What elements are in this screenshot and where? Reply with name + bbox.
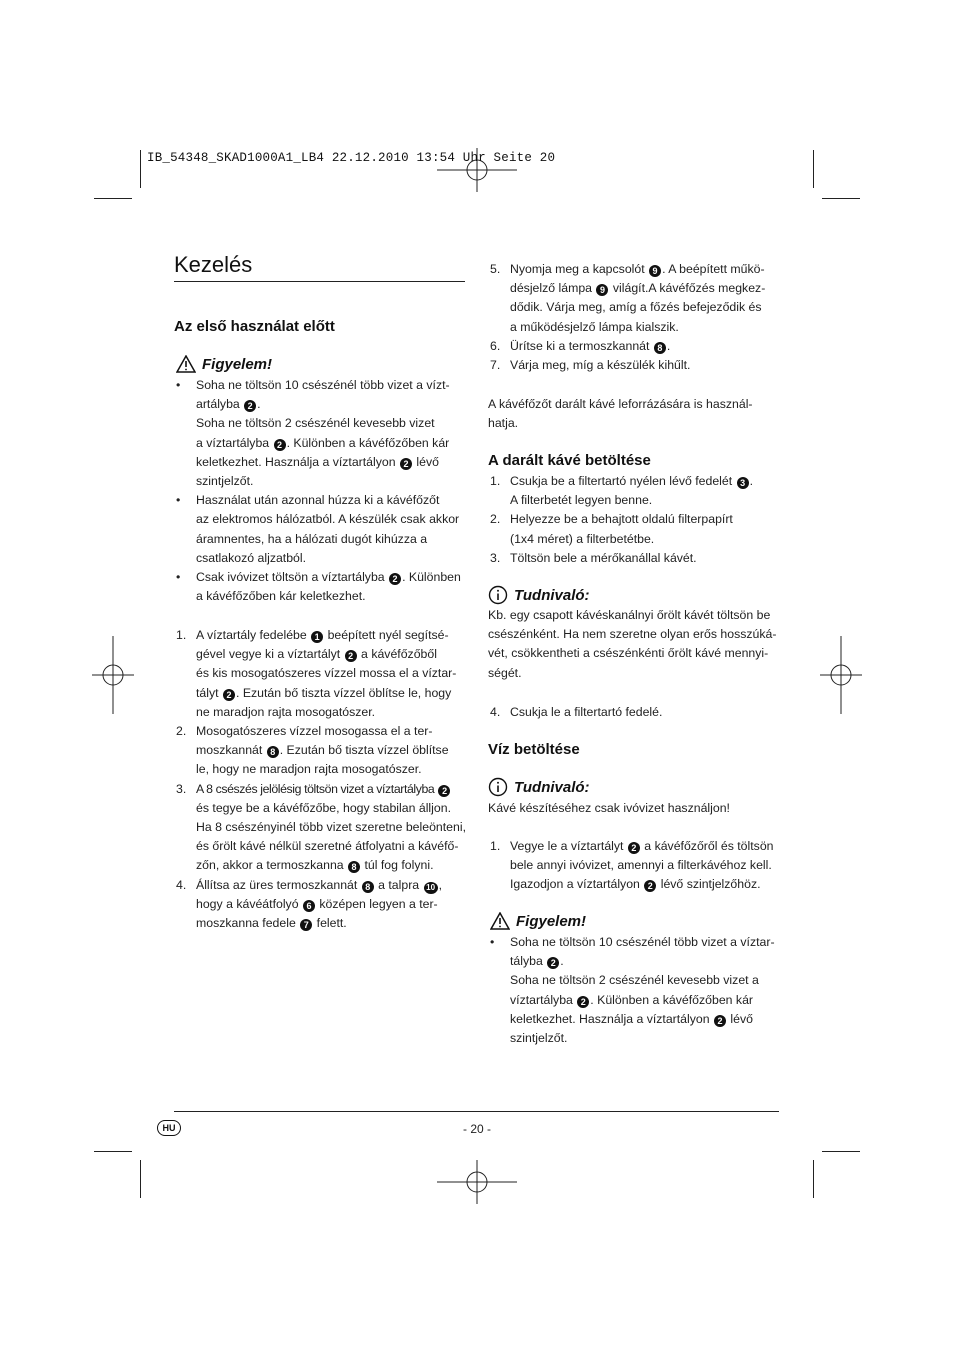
warning-list (174, 376, 466, 606)
section-heading-ground-coffee: A darált kávé betöltése (488, 452, 651, 469)
ref-number: 2 (714, 1015, 726, 1027)
info-label: Tudnivaló: (514, 778, 590, 796)
ground-step-4 (488, 703, 780, 722)
crop-mark (140, 150, 141, 188)
warning-label: Figyelem! (202, 355, 273, 373)
crop-mark (94, 1151, 132, 1152)
ref-number: 2 (274, 439, 286, 451)
registration-mark-left (92, 636, 134, 714)
list-item: • Soha ne töltsön 10 csészénél több vizet a víztar- tályba 2 . Soha ne töltsön 2 csészénél kevesebb vizet a víztartályba 2 . Különben a kávéfőzőben kár keletkezhet. Használja a víztartályon 2 lévő szintjelzőt. (490, 935, 775, 1046)
warning-heading (176, 355, 272, 373)
list-item: 6. Ürítse ki a termoszkannát 8 . (490, 338, 671, 353)
steps-list-continued (488, 260, 780, 375)
warning-heading (490, 912, 586, 930)
info-text: Kávé készítéséhez csak ivóvizet használjon! (488, 801, 730, 815)
ref-number: 2 (577, 996, 589, 1008)
ref-number: 2 (345, 650, 357, 662)
ref-number: 8 (348, 861, 360, 873)
info-icon (488, 585, 508, 605)
section-heading-first-use: Az első használat előtt (174, 318, 335, 335)
ref-number: 2 (628, 842, 640, 854)
registration-mark-right (820, 636, 862, 714)
crop-mark (822, 1151, 860, 1152)
page-title: Kezelés (174, 252, 253, 277)
crop-mark (140, 1160, 141, 1198)
footer-rule (174, 1111, 779, 1112)
title-rule (174, 281, 465, 282)
ref-number: 2 (644, 880, 656, 892)
list-item: 1. Vegye le a víztartályt 2 a kávéfőzőről és töltsön bele annyi ivóvizet, amennyi a filterkávéhoz kell. Igazodjon a víztartályon 2 lévő szintjelzőhöz. (490, 839, 774, 892)
crop-mark (822, 198, 860, 199)
list-item: • Soha ne töltsön 10 csészénél több vizet a vízt- artályba 2 . Soha ne töltsön 2 csészénél kevesebb vizet a víztartályba 2 . Különben a kávéfőzőben kár keletkezhet. Használja a víztartályon 2 lévő szintjelzőt. (176, 378, 450, 489)
ref-number: 8 (267, 746, 279, 758)
ref-number: 1 (311, 631, 323, 643)
water-steps-list (488, 837, 780, 895)
warning-label: Figyelem! (516, 912, 587, 930)
ref-number: 9 (649, 265, 661, 277)
registration-mark-bottom (437, 1160, 517, 1204)
ref-number: 2 (400, 458, 412, 470)
info-icon (488, 777, 508, 797)
info-heading (488, 777, 590, 797)
warning-triangle-icon (176, 355, 196, 373)
list-item: 7. Várja meg, míg a készülék kihűlt. (490, 358, 691, 373)
ref-number: 9 (596, 284, 608, 296)
list-item: • Használat után azonnal húzza ki a kávéfőzőt az elektromos hálózatból. A készülék csak akkor áramnentes, ha a hálózati dugót kihúzza a csatlakozó aljzatból. (176, 493, 460, 565)
ref-number: 8 (362, 881, 374, 893)
ref-number: 2 (389, 573, 401, 585)
list-item: 5. Nyomja meg a kapcsolót 9 . A beépített műkö- désjelző lámpa 9 világít.A kávéfőzés megkez- dődik. Várja meg, amíg a főzés befejeződik és a működésjelző lámpa kialszik. (490, 262, 766, 334)
list-item: 2. Mosogatószeres vízzel mosogassa el a ter- moszkannát 8 . Ezután bő tiszta vízzel öblítse le, hogy ne maradjon rajta mosogatószer. (176, 724, 449, 777)
list-item: 4. Állítsa az üres termoszkannát 8 a talpra 10 , hogy a kávéátfolyó 6 középen legyen a ter- moszkanna fedele 7 felett. (176, 877, 442, 931)
info-label: Tudnivaló: (514, 586, 590, 604)
warning-triangle-icon (490, 912, 510, 930)
crop-mark (813, 1160, 814, 1198)
list-item: 2. Helyezze be a behajtott oldalú filterpapírt (1x4 méret) a filterbetétbe. (490, 512, 733, 546)
list-item: 3. A 8 csészés jelölésig töltsön vizet a víztartályba 2 és tegye be a kávéfőzőbe, hogy stabilan álljon. Ha 8 csészényinél több vizet szeretne beleönteni, és őrölt kávé nélkül szeretné átfolyatni a kávéfő- zőn, akkor a termoszkanna 8 túl fog folyni. (176, 781, 467, 873)
list-item: 4. Csukja le a filtertartó fedelé. (490, 705, 663, 719)
crop-mark (813, 150, 814, 188)
page-number: - 20 - (462, 1122, 491, 1136)
ref-number: 6 (303, 900, 315, 912)
ground-steps-list (488, 472, 780, 568)
ref-number: 7 (300, 919, 312, 931)
section-heading-water: Víz betöltése (488, 741, 580, 758)
list-item: 1. Csukja be a filtertartó nyélen lévő fedelét 3 . A filterbetét legyen benne. (490, 474, 753, 508)
ref-number: 2 (223, 689, 235, 701)
list-item: • Csak ivóvizet töltsön a víztartályba 2 . Különben a kávéfőzőben kár keletkezhet. (176, 570, 461, 604)
ref-number: 2 (547, 957, 559, 969)
ref-number: 3 (737, 477, 749, 489)
list-item: 1. A víztartály fedelébe 1 beépített nyél segítsé- gével vegye ki a víztartályt 2 a kávéfőzőből és kis mosogatószeres vízzel mossa el a víztar- tályt 2 . Ezután bő tiszta vízzel öblítse le, hogy ne maradjon rajta mosogatószer. (176, 628, 457, 719)
crop-mark (94, 198, 132, 199)
ref-number: 2 (244, 400, 256, 412)
language-badge: HU (157, 1120, 181, 1136)
ground-coffee-note: A kávéfőzőt darált kávé leforrázására is használ- hatja. (488, 397, 753, 431)
info-text: Kb. egy csapott kávéskanálnyi őrölt kávét töltsön be csészénként. Ha nem szeretne olyan erős hosszúká- vét, csökkentheti a csészénkénti őrölt kávé mennyi- ségét. (488, 608, 777, 680)
print-slug: IB_54348_SKAD1000A1_LB4 22.12.2010 13:54 Uhr Seite 20 (147, 151, 556, 165)
warning-list (488, 933, 780, 1048)
ref-number: 10 (424, 882, 438, 894)
info-heading (488, 585, 590, 605)
steps-list (174, 626, 466, 933)
ref-number: 2 (438, 785, 450, 797)
ref-number: 8 (654, 342, 666, 354)
list-item: 3. Töltsön bele a mérőkanállal kávét. (490, 550, 697, 565)
